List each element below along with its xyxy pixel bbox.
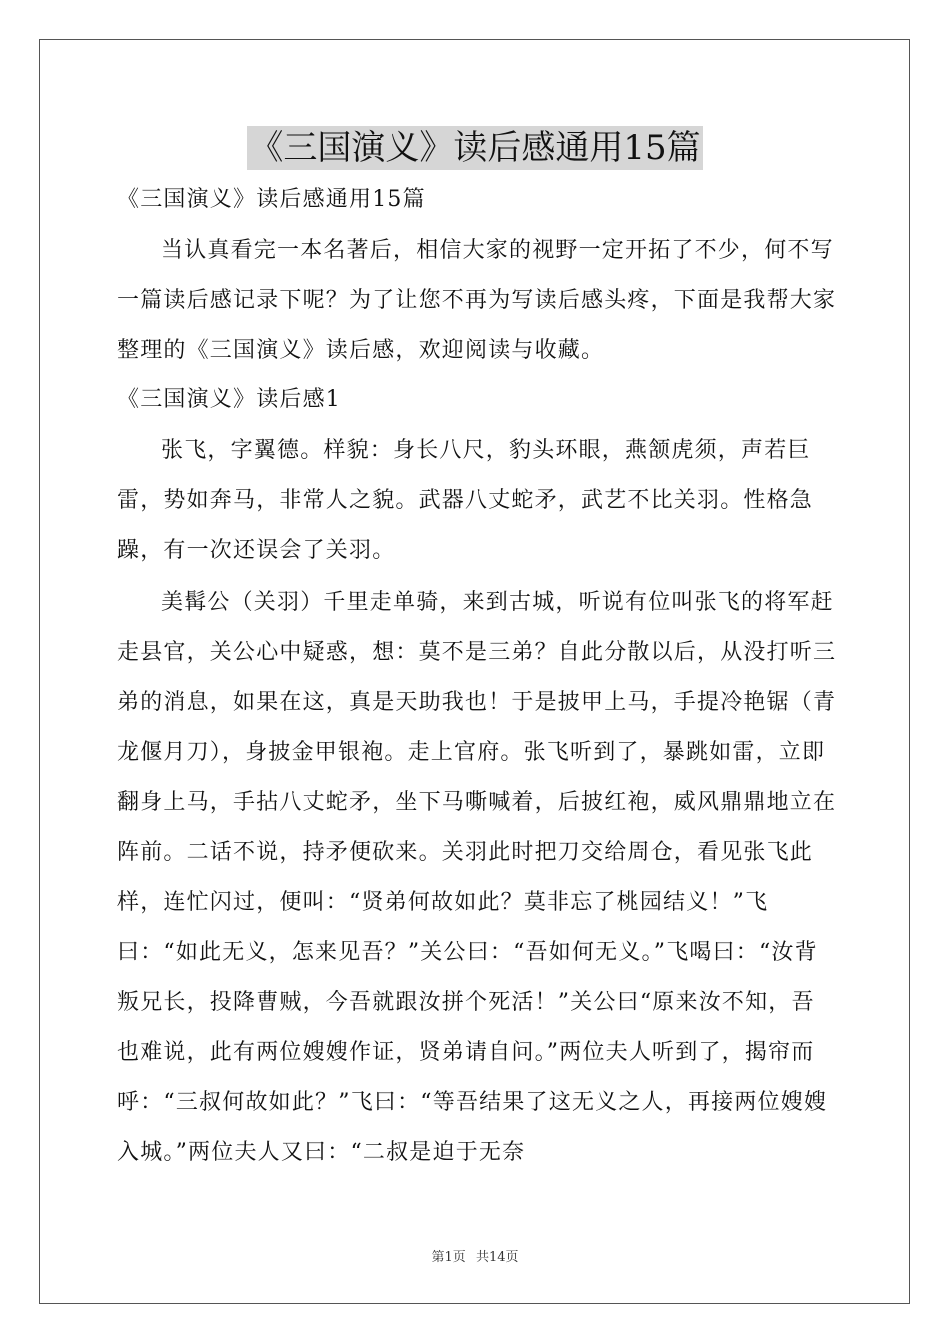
body-paragraph: 美髯公（关羽）千里走单骑，来到古城，听说有位叫张飞的将军赶走县官，关公心中疑惑，想：莫不是三弟？自此分散以后，从没打听三弟的消息，如果在这，真是天助我也！于是披甲上马，手提冷艳锯（青龙偃月刀），身披金甲银袍。走上官府。张飞听到了，暴跳如雷，立即翻身上马，手拈八丈蛇矛，坐下马嘶喊着，后披红袍，威风鼎鼎地立在阵前。二话不说，持矛便砍来。关羽此时把刀交给周仓，看见张飞此样，连忙闪过，便叫：“贤弟何故如此？莫非忘了桃园结义！”飞曰：“如此无义，怎来见吾？”关公曰：“吾如何无义。”飞喝曰：“汝背叛兄长，投降曹贼，今吾就跟汝拼个死活！”关公曰“原来汝不知，吾也难说，此有两位嫂嫂作证，贤弟请自问。”两位夫人听到了，揭帘而呼：“三叔何故如此？”飞曰：“等吾结果了这无义之人，再接两位嫂嫂入城。”两位夫人又曰：“二叔是迫于无奈 <box>117 590 837 1165</box>
intro-paragraph: 当认真看完一本名著后，相信大家的视野一定开拓了不少，何不写一篇读后感记录下呢？为了让您不再为写读后感头疼，下面是我帮大家整理的《三国演义》读后感，欢迎阅读与收藏。 <box>117 238 837 363</box>
document-title: 《三国演义》读后感通用15篇 <box>249 128 701 168</box>
page-total: 共14页 <box>475 1250 519 1265</box>
document-body <box>117 180 837 1178</box>
section-heading: 《三国演义》读后感1 <box>117 387 341 412</box>
body-paragraph: 张飞，字翼德。样貌：身长八尺，豹头环眼，燕颔虎须，声若巨雷，势如奔马，非常人之貌。武器八丈蛇矛，武艺不比关羽。性格急躁，有一次还误会了关羽。 <box>117 438 814 563</box>
title-container <box>0 126 950 170</box>
page-number: 第1页 <box>431 1250 466 1265</box>
page-footer <box>0 1246 950 1265</box>
document-subtitle: 《三国演义》读后感通用15篇 <box>117 187 426 212</box>
